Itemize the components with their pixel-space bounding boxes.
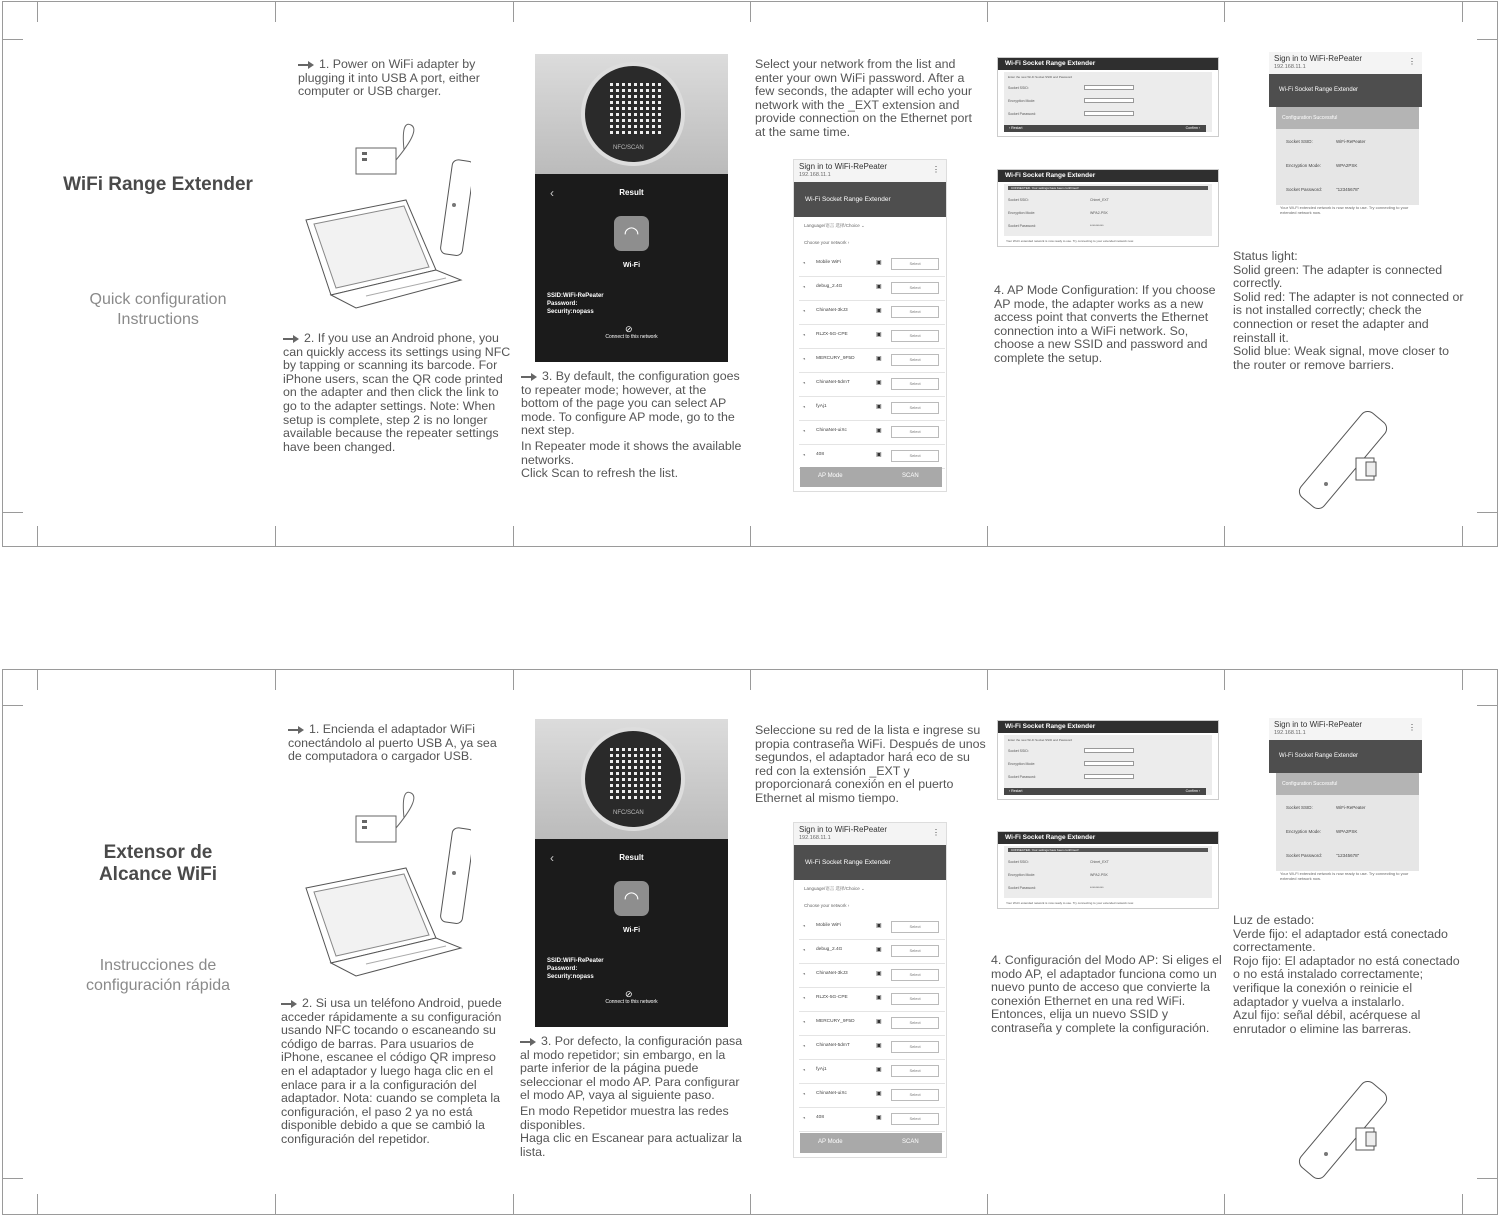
lock-icon: ▣: [876, 260, 882, 266]
ready-note: Your Wi-Fi extended network is now ready to use. Try connecting to your extended network now.: [1006, 901, 1134, 905]
pw-value: **********: [1090, 224, 1104, 228]
signin-title: Sign in to WiFi-RePeater: [1274, 720, 1363, 729]
password-input[interactable]: [1084, 774, 1134, 779]
form-hint: Enter the new Wi-Fi Socket SSID and Password: [1008, 75, 1073, 79]
result-title: Result: [619, 188, 644, 197]
select-button[interactable]: Select: [891, 945, 939, 957]
confirm-button[interactable]: Confirm ›: [1185, 789, 1200, 793]
form-title: Wi-Fi Socket Range Extender: [998, 170, 1218, 182]
select-button[interactable]: Select: [891, 921, 939, 933]
ip-address: 192.168.11.1: [799, 835, 831, 841]
select-button[interactable]: Select: [891, 1017, 939, 1029]
step-2: 2. If you use an Android phone, you can quickly access its settings using NFC by tapping or scanning its barcode. For iPhone users, scan the QR code printed on the adapter and then click the link to go to the adapter settings. Note: When setup is complete, step 2 is no longer available because the repeater settings have been changed.: [283, 331, 511, 454]
lock-icon: ▣: [876, 1091, 882, 1097]
nfc-label: NFC/SCAN: [613, 810, 644, 816]
menu-icon[interactable]: ⋮: [1408, 57, 1416, 66]
form-title: Wi-Fi Socket Range Extender: [998, 58, 1218, 70]
ssid-label: Socket SSID:: [1008, 749, 1029, 753]
result-title: Result: [619, 853, 644, 862]
wifi-signal-icon: ◔: [802, 309, 806, 315]
arrow-right-icon: [281, 1000, 297, 1008]
adapter-qr-disc: [581, 727, 685, 831]
restart-button[interactable]: ‹ Restart: [1009, 126, 1023, 130]
wifi-signal-icon: ◔: [802, 405, 806, 411]
page-subtitle: Instrucciones de configuración rápida: [85, 957, 231, 994]
network-list-phone: [793, 159, 947, 492]
signin-title: Sign in to WiFi-RePeater: [799, 825, 888, 834]
lock-icon: ▣: [876, 923, 882, 929]
step-1: 1. Power on WiFi adapter by plugging it into USB A port, either computer or USB charger.: [298, 57, 480, 99]
encryption-select[interactable]: [1084, 98, 1134, 103]
wifi-signal-icon: ◔: [802, 357, 806, 363]
network-row[interactable]: ◔ fyAj1 ▣ Select: [799, 397, 945, 421]
password-input[interactable]: [1084, 111, 1134, 116]
ssid-form-screenshot: [997, 720, 1219, 800]
lock-icon: ▣: [876, 308, 882, 314]
wifi-icon: ◠: [614, 881, 649, 916]
extender-band: Wi-Fi Socket Range Extender: [1269, 740, 1422, 773]
confirmed-form-screenshot: [997, 169, 1219, 247]
form-actions: [1004, 125, 1206, 132]
pw-label: Socket Password:: [1008, 775, 1037, 779]
spanish-panel: [2, 669, 1498, 1215]
connect-network-link[interactable]: Connect to this network: [605, 999, 658, 1005]
lock-icon: ▣: [876, 947, 882, 953]
network-row[interactable]: ◔ MERCURY_9F5D ▣ Select: [799, 1012, 945, 1036]
status-light-text: Status light: Solid green: The adapter is connected correctly. Solid red: The adapter is not connected or is not installed correctly; check the connection or reset the adapter and reinstall it. Solid blue: Weak signal, move closer to the router or remove barriers.: [1233, 249, 1464, 372]
select-button[interactable]: Select: [891, 282, 939, 294]
page-title: WiFi Range Extender: [63, 174, 253, 195]
confirmed-banner: CONNECTED. Your settings have been confirmed!: [1008, 848, 1208, 852]
ssid-input[interactable]: [1084, 85, 1134, 90]
ssid-value: Chinet_EXT: [1090, 198, 1109, 202]
wifi-label: Wi-Fi: [622, 927, 641, 934]
extender-band: Wi-Fi Socket Range Extender: [794, 182, 946, 217]
network-row[interactable]: ◔ RLZX-5G-CPE ▣ Select: [799, 325, 945, 349]
adapter-ethernet-illustration: [1288, 1070, 1408, 1195]
wifi-signal-icon: ◔: [802, 996, 806, 1002]
step-2: 2. Si usa un teléfono Android, puede acceder rápidamente a su configuración usando NFC tocando o escaneando su código de barras. Para usuarios de iPhone, escanee el código QR impreso en el adaptador y luego haga clic en el enlace para ir a la configuración del adaptador. Nota: cuando se completa la configuración, el paso 2 ya no está disponible debido a que se cambió la configuración del repetidor.: [281, 996, 502, 1146]
form-hint: Enter the new Wi-Fi Socket SSID and Password: [1008, 738, 1073, 742]
form-title: Wi-Fi Socket Range Extender: [998, 832, 1218, 844]
select-network-text: Select your network from the list and enter your own WiFi password. After a few seconds, the adapter will echo your network with the _EXT extension and provide connection on the Ethernet port at the same time.: [755, 57, 972, 139]
network-row[interactable]: ◔ Mobile WiFi ▣ Select: [799, 916, 945, 940]
select-network-text: Seleccione su red de la lista e ingrese su propia contraseña WiFi. Después de unos segundos, el adaptador hará eco de su red con la extensión _EXT y proporcionará conexión en el puerto Ethernet al mismo tiempo.: [755, 723, 986, 805]
select-button[interactable]: Select: [891, 354, 939, 366]
scan-button[interactable]: SCAN: [902, 473, 919, 479]
network-row[interactable]: ◔ MERCURY_9F5D ▣ Select: [799, 349, 945, 373]
link-icon[interactable]: ⊘: [625, 324, 633, 334]
ready-note: Your Wi-Fi extended network is now ready to use. Try connecting to your extended network now.: [1006, 239, 1134, 243]
page-subtitle: Quick configuration Instructions: [89, 291, 227, 328]
wifi-signal-icon: ◔: [802, 972, 806, 978]
pw-label: Socket Password:: [1008, 224, 1037, 228]
network-row[interactable]: ◔ ChinaNet-3kJ3 ▣ Select: [799, 301, 945, 325]
wifi-signal-icon: ◔: [802, 948, 806, 954]
network-row[interactable]: ◔ ChinaNet-uiXc ▣ Select: [799, 1084, 945, 1108]
success-screenshot: Sign in to WiFi-RePeater 192.168.11.1 ⋮ Wi-Fi Socket Range Extender Configuration Successful Socket SSID: WiFi-RePeater Encryption Mode: WPA2PSK Socket Password: "12345678" Your Wi-Fi extended network is now ready to use. Try connecting to your extended network now.: [1269, 52, 1422, 222]
enc-value: WPA2-PSK: [1090, 211, 1108, 215]
qr-code-icon: [607, 80, 661, 134]
wifi-signal-icon: ◔: [802, 1092, 806, 1098]
success-banner: Configuration Successful: [1276, 773, 1419, 795]
step-1: 1. Encienda el adaptador WiFi conectándolo al puerto USB A, ya sea de computadora o cargador USB.: [288, 722, 497, 764]
wifi-signal-icon: ◔: [802, 1068, 806, 1074]
confirmed-banner: CONNECTED. Your settings have been confirmed!: [1008, 186, 1208, 190]
step-3: 3. Por defecto, la configuración pasa al modo repetidor; sin embargo, en la parte inferior de la página puede seleccionar el modo AP. Para configurar el modo AP, vaya al siguiente paso. En modo Repetidor muestra las redes disponibles. Haga clic en Escanear para actualizar la lista.: [520, 1034, 743, 1159]
ip-address: 192.168.11.1: [799, 172, 831, 178]
network-row[interactable]: ◔ 408 ▣ Select: [799, 1108, 945, 1132]
lock-icon: ▣: [876, 428, 882, 434]
lock-icon: ▣: [876, 1067, 882, 1073]
wifi-signal-icon: ◔: [802, 1044, 806, 1050]
network-row[interactable]: ◔ ChinaNet-5dmT ▣ Select: [799, 373, 945, 397]
network-row[interactable]: ◔ 408 ▣ Select: [799, 445, 945, 469]
step-4: 4. AP Mode Configuration: If you choose AP mode, the adapter works as a new access point that converts the Ethernet connection into a WiFi network. So, choose a new SSID and password and complete the setup.: [994, 283, 1216, 365]
wifi-signal-icon: ◔: [802, 924, 806, 930]
arrow-right-icon: [298, 61, 314, 69]
select-button[interactable]: Select: [891, 1065, 939, 1077]
arrow-right-icon: [520, 1038, 536, 1046]
arrow-right-icon: [288, 726, 304, 734]
signin-title: Sign in to WiFi-RePeater: [799, 162, 888, 171]
lock-icon: ▣: [876, 1019, 882, 1025]
lock-icon: ▣: [876, 380, 882, 386]
wifi-signal-icon: ◔: [802, 1116, 806, 1122]
nfc-result-screenshot: [535, 719, 728, 1027]
enc-label: Encryption Mode:: [1008, 873, 1036, 877]
network-row[interactable]: ◔ debug_2.4G ▣ Select: [799, 940, 945, 964]
back-icon[interactable]: ‹: [550, 851, 554, 865]
lock-icon: ▣: [876, 404, 882, 410]
lock-icon: ▣: [876, 971, 882, 977]
link-icon[interactable]: ⊘: [625, 989, 633, 999]
adapter-ethernet-illustration: [1288, 400, 1408, 525]
lock-icon: ▣: [876, 452, 882, 458]
ssid-label: Socket SSID:: [1008, 198, 1029, 202]
ip-address: 192.168.11.1: [1274, 730, 1306, 736]
ssid-value: Chinet_EXT: [1090, 860, 1109, 864]
extender-band: Wi-Fi Socket Range Extender: [794, 845, 946, 880]
success-banner: Configuration Successful: [1276, 107, 1419, 129]
language-select[interactable]: Language/语言 选择/Choice ⌄: [804, 886, 865, 891]
wifi-credentials: SSID:WiFi-RePeater Password: Security:nopass: [547, 958, 604, 980]
ip-address: 192.168.11.1: [1274, 64, 1306, 70]
network-row[interactable]: ◔ ChinaNet-5dmT ▣ Select: [799, 1036, 945, 1060]
select-button[interactable]: Select: [891, 1089, 939, 1101]
network-row[interactable]: ◔ fyAj1 ▣ Select: [799, 1060, 945, 1084]
pw-label: Socket Password:: [1008, 886, 1037, 890]
select-button[interactable]: Select: [891, 258, 939, 270]
menu-icon[interactable]: ⋮: [932, 165, 940, 174]
enc-label: Encryption Mode:: [1008, 211, 1036, 215]
enc-value: WPA2-PSK: [1090, 873, 1108, 877]
wifi-icon: ◠: [614, 216, 649, 251]
network-list-phone: [793, 822, 947, 1158]
menu-icon[interactable]: ⋮: [1408, 723, 1416, 732]
menu-icon[interactable]: ⋮: [932, 828, 940, 837]
select-button[interactable]: Select: [891, 378, 939, 390]
wifi-signal-icon: ◔: [802, 381, 806, 387]
enc-label: Encryption Mode:: [1008, 762, 1036, 766]
select-button[interactable]: Select: [891, 450, 939, 462]
lock-icon: ▣: [876, 1115, 882, 1121]
choose-network[interactable]: Choose your network ›: [804, 240, 850, 245]
pw-label: Socket Password:: [1008, 112, 1037, 116]
enc-label: Encryption Mode:: [1008, 99, 1036, 103]
ssid-input[interactable]: [1084, 748, 1134, 753]
wifi-credentials: SSID:WiFi-RePeater Password: Security:nopass: [547, 293, 604, 315]
english-panel: [2, 1, 1498, 547]
qr-code-icon: [607, 745, 661, 799]
nfc-result-screenshot: [535, 54, 728, 362]
confirm-button[interactable]: Confirm ›: [1185, 126, 1200, 130]
ap-mode-button[interactable]: AP Mode: [818, 1139, 843, 1145]
wifi-signal-icon: ◔: [802, 1020, 806, 1026]
select-button[interactable]: Select: [891, 426, 939, 438]
select-button[interactable]: Select: [891, 993, 939, 1005]
wifi-label: Wi-Fi: [622, 262, 641, 269]
network-row[interactable]: ◔ ChinaNet-3kJ3 ▣ Select: [799, 964, 945, 988]
wifi-signal-icon: ◔: [802, 261, 806, 267]
select-button[interactable]: Select: [891, 969, 939, 981]
adapter-qr-disc: [581, 62, 685, 166]
confirmed-form-screenshot: [997, 831, 1219, 909]
network-row[interactable]: ◔ RLZX-5G-CPE ▣ Select: [799, 988, 945, 1012]
restart-button[interactable]: ‹ Restart: [1009, 789, 1023, 793]
select-button[interactable]: Select: [891, 330, 939, 342]
lock-icon: ▣: [876, 356, 882, 362]
wifi-signal-icon: ◔: [802, 429, 806, 435]
select-button[interactable]: Select: [891, 1041, 939, 1053]
connect-network-link[interactable]: Connect to this network: [605, 334, 658, 340]
arrow-right-icon: [521, 373, 537, 381]
select-button[interactable]: Select: [891, 1113, 939, 1125]
scan-button[interactable]: SCAN: [902, 1139, 919, 1145]
wifi-signal-icon: ◔: [802, 333, 806, 339]
network-row[interactable]: ◔ debug_2.4G ▣ Select: [799, 277, 945, 301]
form-title: Wi-Fi Socket Range Extender: [998, 721, 1218, 733]
lock-icon: ▣: [876, 995, 882, 1001]
laptop-usb-illustration: [286, 120, 471, 320]
network-row[interactable]: ◔ ChinaNet-uiXc ▣ Select: [799, 421, 945, 445]
nfc-label: NFC/SCAN: [613, 145, 644, 151]
signin-title: Sign in to WiFi-RePeater: [1274, 54, 1363, 63]
form-actions: [1004, 788, 1206, 795]
network-row[interactable]: ◔ Mobile WiFi ▣ Select: [799, 253, 945, 277]
arrow-right-icon: [283, 335, 299, 343]
lock-icon: ▣: [876, 1043, 882, 1049]
ssid-label: Socket SSID:: [1008, 86, 1029, 90]
pw-value: **********: [1090, 886, 1104, 890]
status-light-text: Luz de estado: Verde fijo: el adaptador está conectado correctamente. Rojo fijo: El adaptador no está conectado o no está instalado correctamente; verifique la conexión o reinicie el adaptador y vuelva a instalarlo. Azul fijo: señal débil, acérquese al enrutador o elimine las barreras.: [1233, 913, 1460, 1036]
language-select[interactable]: Language/语言 选择/Choice ⌄: [804, 223, 865, 228]
back-icon[interactable]: ‹: [550, 186, 554, 200]
choose-network[interactable]: Choose your network ›: [804, 903, 850, 908]
ssid-form-screenshot: [997, 57, 1219, 137]
step-4: 4. Configuración del Modo AP: Si eliges el modo AP, el adaptador funciona como un nuevo punto de acceso que convierte la conexión Ethernet en una red WiFi. Entonces, elija un nuevo SSID y contraseña y complete la configuración.: [991, 953, 1222, 1035]
page-title: Extensor de Alcance WiFi: [98, 842, 218, 885]
wifi-signal-icon: ◔: [802, 285, 806, 291]
success-screenshot: Sign in to WiFi-RePeater 192.168.11.1 ⋮ Wi-Fi Socket Range Extender Configuration Successful Socket SSID: WiFi-RePeater Encryption Mode: WPA2PSK Socket Password: "12345678" Your Wi-Fi extended network is now ready to use. Try connecting to your extended network now.: [1269, 718, 1422, 888]
select-button[interactable]: Select: [891, 306, 939, 318]
step-3: 3. By default, the configuration goes to repeater mode; however, at the bottom of the page you can select AP mode. To configure AP mode, go to the next step. In Repeater mode it shows the available networks. Click Scan to refresh the list.: [521, 369, 742, 481]
select-button[interactable]: Select: [891, 402, 939, 414]
lock-icon: ▣: [876, 284, 882, 290]
success-note: Your Wi-Fi extended network is now ready to use. Try connecting to your extended network now.: [1280, 871, 1409, 881]
encryption-select[interactable]: [1084, 761, 1134, 766]
lock-icon: ▣: [876, 332, 882, 338]
extender-band: Wi-Fi Socket Range Extender: [1269, 74, 1422, 107]
laptop-usb-illustration: [286, 788, 471, 988]
ssid-label: Socket SSID:: [1008, 860, 1029, 864]
wifi-signal-icon: ◔: [802, 453, 806, 459]
ap-mode-button[interactable]: AP Mode: [818, 473, 843, 479]
success-note: Your Wi-Fi extended network is now ready to use. Try connecting to your extended network now.: [1280, 205, 1409, 215]
